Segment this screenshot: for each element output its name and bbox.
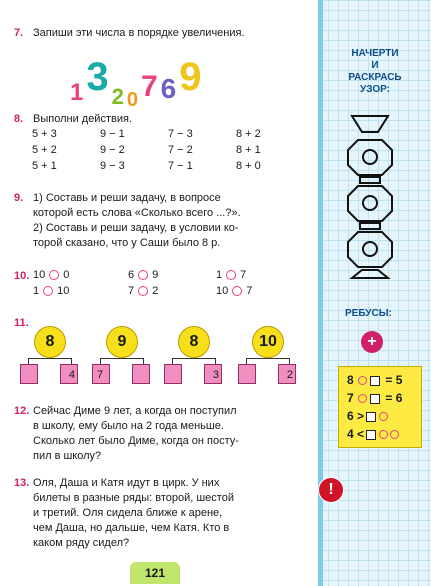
rebus-title: РЕБУСЫ: [345, 308, 392, 319]
task13-line: Оля, Даша и Катя идут в цирк. У них [33, 477, 220, 489]
pattern-title-line: РАСКРАСЬ [348, 72, 402, 83]
task11-number: 11. [14, 317, 29, 329]
task10-number: 10. [14, 270, 30, 282]
task7-number: 7. [14, 27, 24, 39]
task8-number: 8. [14, 113, 24, 125]
task11-right-box [132, 364, 150, 384]
task8-text: Выполни действия. [33, 113, 132, 125]
task8-expression: 8 + 1 [236, 144, 261, 156]
rebus-row: 7 = 6 [347, 391, 403, 405]
task7-digits [70, 55, 205, 111]
task13-line: чем Даша, но дальше, чем Катя. Кто в [33, 522, 230, 534]
task8-expression: 9 − 3 [100, 160, 125, 172]
compare-circle [232, 286, 242, 296]
task9-text [33, 191, 303, 251]
pattern-drawing [340, 110, 400, 280]
task9-line: 2) Составь и реши задачу, в условии ко- [33, 222, 239, 234]
rebus-box [338, 366, 422, 448]
task11-left-box: 7 [92, 364, 110, 384]
task11-left-box [20, 364, 38, 384]
task11-right-box: 3 [204, 364, 222, 384]
task8-expression: 8 + 0 [236, 160, 261, 172]
rebus-row: 6 > [347, 409, 389, 423]
task7-text: Запиши эти числа в порядке увеличения. [33, 27, 245, 39]
pattern-octagon-3 [348, 232, 392, 267]
task10-comparison: 1 7 [216, 269, 247, 281]
task7-digit: 0 [126, 89, 138, 111]
task13-line: и третий. Оля сидела ближе к арене, [33, 507, 223, 519]
task11-ball: 10 [252, 326, 284, 358]
pattern-neck-1 [360, 177, 380, 183]
task12-line: пил в школу? [33, 450, 102, 462]
task8-expression: 7 − 1 [168, 160, 193, 172]
task7-digit: 2 [111, 84, 124, 109]
pattern-top-trapezoid [352, 116, 388, 132]
pattern-neck-2 [360, 223, 380, 229]
task13-number: 13. [14, 477, 30, 489]
task7-digit: 9 [179, 55, 202, 99]
rebus-row: 8 = 5 [347, 373, 403, 387]
plus-icon: + [361, 331, 383, 353]
task11-ball: 8 [34, 326, 66, 358]
pattern-title [330, 48, 420, 96]
compare-circle [43, 286, 53, 296]
task8-expression: 7 − 2 [168, 144, 193, 156]
task9-line: которой есть слова «Сколько всего ...?». [33, 207, 241, 219]
task13-text [33, 476, 303, 551]
task7-digit: 3 [86, 55, 109, 99]
pattern-title-line: НАЧЕРТИ [351, 48, 399, 59]
task12-line: Сколько лет было Диме, когда он посту- [33, 435, 239, 447]
pattern-circle-2 [363, 196, 377, 210]
warning-icon: ! [318, 477, 344, 503]
task12-text [33, 404, 303, 464]
task10-comparison: 7 2 [128, 285, 159, 297]
task7-digit: 6 [160, 73, 177, 104]
task10-comparison: 1 10 [33, 285, 70, 297]
task11-right-box: 2 [278, 364, 296, 384]
task11-right-box: 4 [60, 364, 78, 384]
task12-line: в школу, ему было на 2 года меньше. [33, 420, 224, 432]
task8-expression: 9 − 1 [100, 128, 125, 140]
compare-circle [49, 270, 59, 280]
task12-line: Сейчас Диме 9 лет, а когда он поступил [33, 405, 237, 417]
pattern-octagon-1 [348, 140, 392, 175]
page-number: 121 [130, 562, 180, 584]
pattern-octagon-2 [348, 186, 392, 221]
compare-circle [226, 270, 236, 280]
task8-expression: 8 + 2 [236, 128, 261, 140]
task8-expression: 7 − 3 [168, 128, 193, 140]
task9-line: торой сказано, что у Саши было 8 р. [33, 237, 221, 249]
task8-expression: 5 + 2 [32, 144, 57, 156]
pattern-title-line: УЗОР: [360, 84, 390, 95]
task13-line: каком ряду сидел? [33, 537, 130, 549]
task10-comparison: 6 9 [128, 269, 159, 281]
task7-digit: 7 [140, 70, 158, 103]
task9-number: 9. [14, 192, 24, 204]
task13-line: билеты в разные ряды: второй, шестой [33, 492, 234, 504]
task10-comparison: 10 0 [33, 269, 70, 281]
task10-comparison: 10 7 [216, 285, 253, 297]
task8-expression: 9 − 2 [100, 144, 125, 156]
task9-line: 1) Составь и реши задачу, в вопросе [33, 192, 221, 204]
task11-left-box [164, 364, 182, 384]
pattern-circle-1 [363, 150, 377, 164]
task7-digit: 1 [70, 79, 84, 106]
task8-expression: 5 + 1 [32, 160, 57, 172]
task12-number: 12. [14, 405, 30, 417]
task11-ball: 8 [178, 326, 210, 358]
pattern-title-line: И [371, 60, 379, 71]
task11-ball: 9 [106, 326, 138, 358]
compare-circle [138, 286, 148, 296]
rebus-row: 4 < [347, 427, 400, 441]
task8-expression: 5 + 3 [32, 128, 57, 140]
pattern-circle-3 [363, 242, 377, 256]
task11-left-box [238, 364, 256, 384]
compare-circle [138, 270, 148, 280]
pattern-bottom-trapezoid [352, 270, 388, 278]
